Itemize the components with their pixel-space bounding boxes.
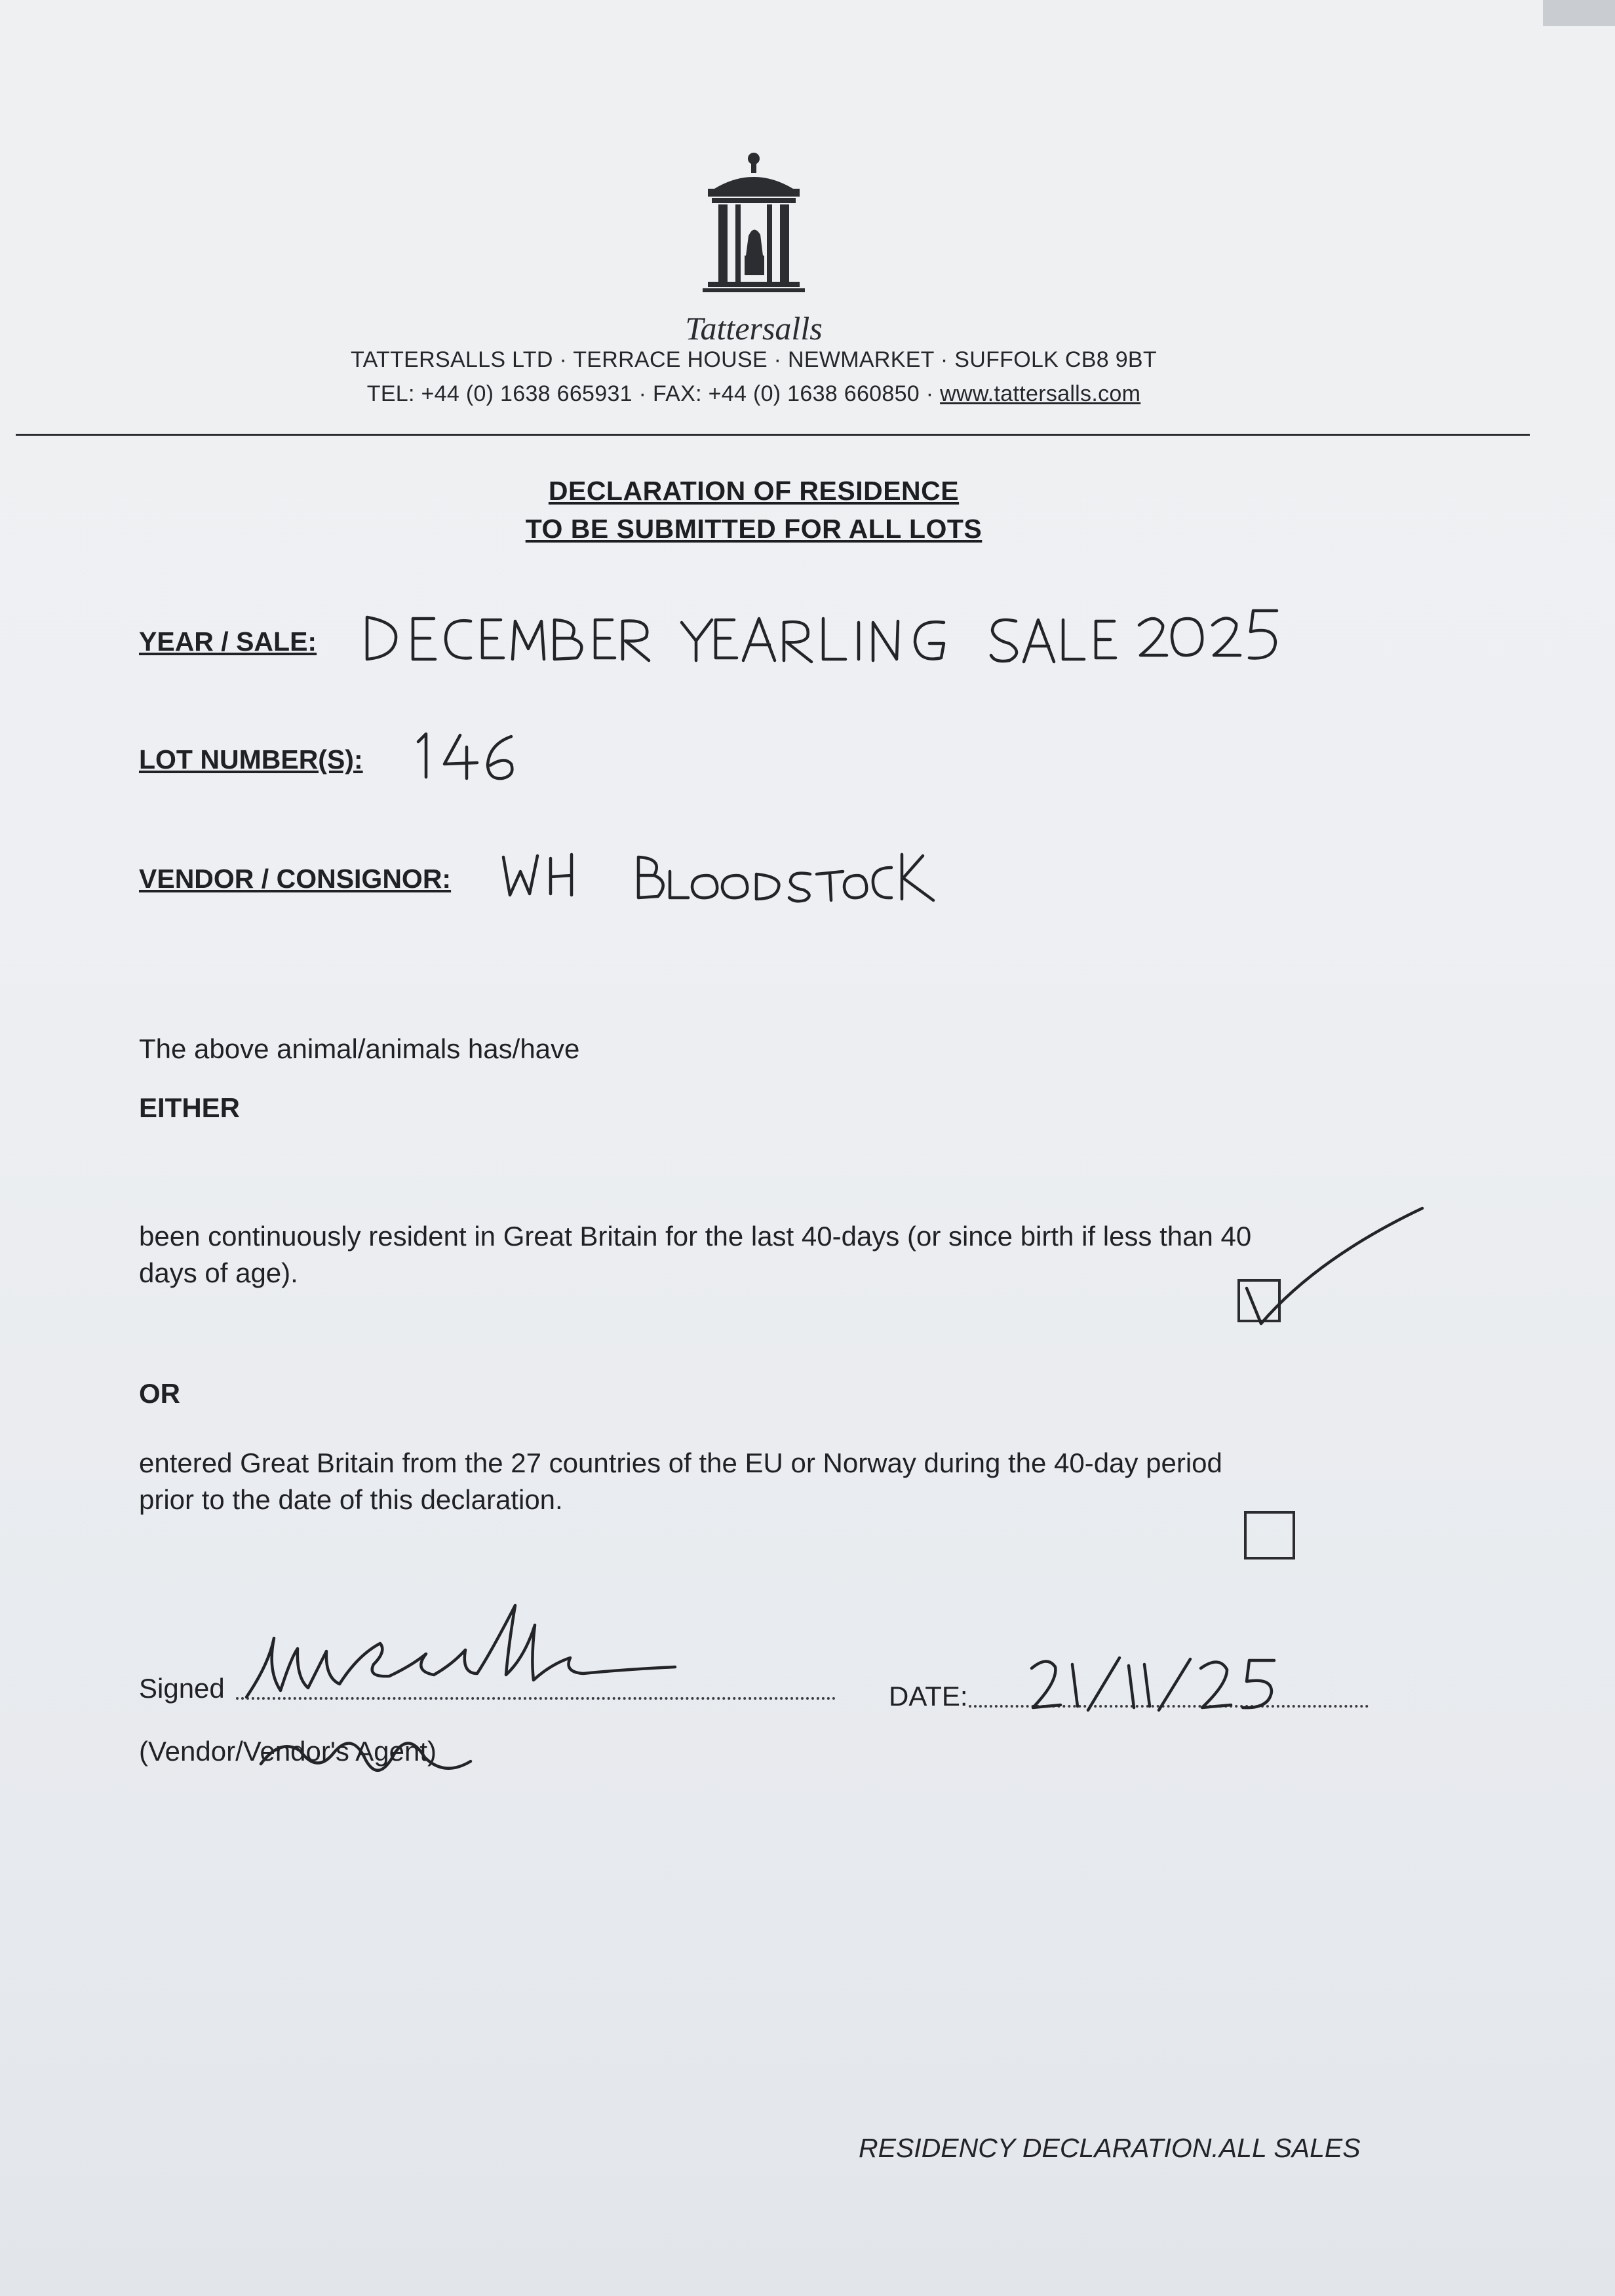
signature-handwriting xyxy=(243,1586,714,1710)
header-divider xyxy=(16,434,1530,436)
company-address: TATTERSALLS LTD · TERRACE HOUSE · NEWMARKET · SUFFOLK CB8 9BT xyxy=(351,347,1157,372)
date-handwriting xyxy=(1022,1651,1311,1717)
company-contact xyxy=(0,381,1508,407)
either-label: EITHER xyxy=(139,1092,241,1123)
option2-checkbox[interactable] xyxy=(1244,1511,1295,1559)
option2-line1: entered Great Britain from the 27 countries of the EU or Norway during the 40-day period xyxy=(139,1447,1222,1478)
page-corner-shadow xyxy=(1543,0,1615,26)
form-reference: RESIDENCY DECLARATION.ALL SALES xyxy=(859,2133,1361,2163)
lot-number-handwriting xyxy=(413,727,524,786)
lot-number-label: LOT NUMBER(S): xyxy=(139,744,363,775)
agent-strike-through xyxy=(254,1712,477,1790)
form-subtitle: TO BE SUBMITTED FOR ALL LOTS xyxy=(525,514,983,544)
or-label: OR xyxy=(139,1378,180,1409)
option1-line2: days of age). xyxy=(139,1257,298,1288)
brand-name: Tattersalls xyxy=(685,310,823,347)
intro-text: The above animal/animals has/have xyxy=(139,1033,580,1064)
date-label: DATE: xyxy=(889,1681,968,1712)
contact-numbers: TEL: +44 (0) 1638 665931 · FAX: +44 (0) 1638 660850 · xyxy=(366,381,941,406)
website-link[interactable]: www.tattersalls.com xyxy=(940,381,1141,406)
vendor-label: VENDOR / CONSIGNOR: xyxy=(139,864,452,894)
form-title: DECLARATION OF RESIDENCE xyxy=(548,476,960,506)
tattersalls-logo-icon xyxy=(688,151,826,308)
year-sale-label: YEAR / SALE: xyxy=(139,626,317,657)
vendor-handwriting xyxy=(498,845,944,911)
signed-label: Signed xyxy=(139,1673,225,1704)
option1-check-mark-icon xyxy=(1232,1199,1429,1330)
option2-line2: prior to the date of this declaration. xyxy=(139,1484,563,1515)
option1-line1: been continuously resident in Great Britain for the last 40-days (or since birth if less than 40 xyxy=(139,1221,1252,1252)
year-sale-handwriting xyxy=(360,603,1291,675)
agent-label: (Vendor/Vendor's Agent) xyxy=(139,1736,437,1767)
